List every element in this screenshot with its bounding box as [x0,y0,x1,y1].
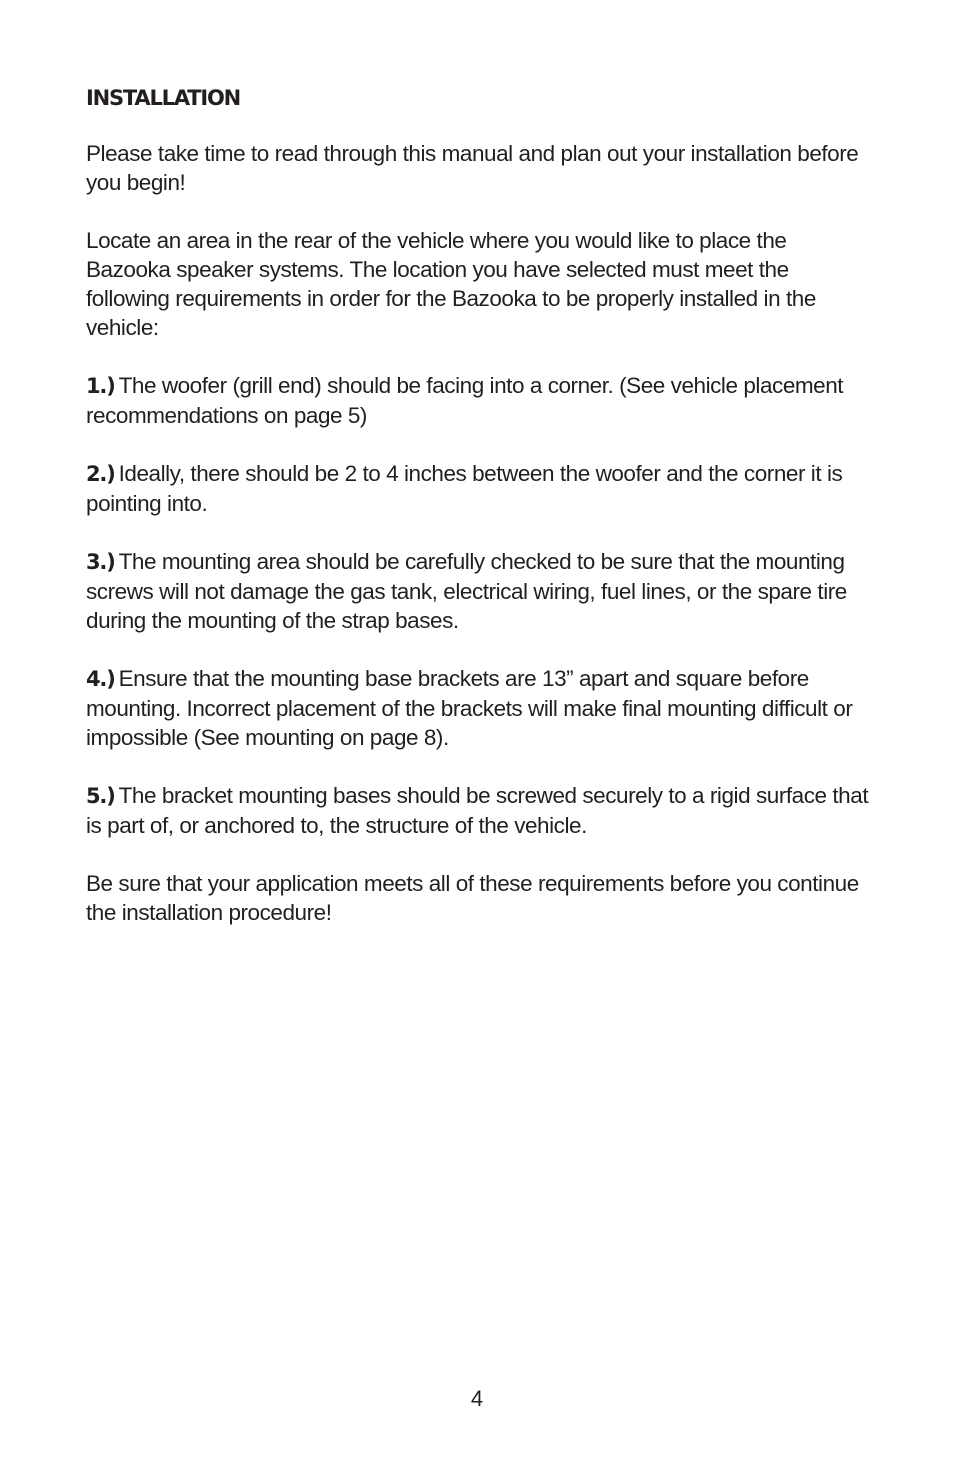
closing-paragraph: Be sure that your application meets all of these requirements before you continue the installation procedure! [86,871,859,925]
requirement-number: 1.) [86,374,115,398]
requirement-item-3 [86,547,876,635]
intro-paragraph: Please take time to read through this manual and plan out your installation before you begin! [86,141,859,195]
requirement-item-2 [86,459,876,518]
page-number: 4 [470,1386,484,1411]
manual-page [86,84,876,956]
requirement-text: The bracket mounting bases should be screwed securely to a rigid surface that is part of, or anchored to, the structure of the vehicle. [86,783,869,838]
requirement-item-1 [86,371,876,430]
requirement-text: The woofer (grill end) should be facing into a corner. (See vehicle placement recommendations on page 5) [86,373,844,428]
requirement-text: Ideally, there should be 2 to 4 inches between the woofer and the corner it is pointing into. [86,461,843,516]
requirement-text: Ensure that the mounting base brackets are 13” apart and square before mounting. Incorrect placement of the brackets will make final mounting difficult or impossible (See mounting on page 8). [86,666,853,750]
section-heading: INSTALLATION [86,86,241,110]
locate-paragraph: Locate an area in the rear of the vehicle where you would like to place the Bazooka speaker systems. The location you have selected must meet the following requirements in order for the Bazooka to be properly installed in the vehicle: [86,228,816,340]
requirement-item-5 [86,781,876,840]
requirement-item-4 [86,664,876,752]
requirement-number: 4.) [86,667,115,691]
requirement-number: 5.) [86,784,115,808]
requirement-number: 3.) [86,550,115,574]
requirement-text: The mounting area should be carefully checked to be sure that the mounting screws will not damage the gas tank, electrical wiring, fuel lines, or the spare tire during the mounting of the strap bases. [86,549,847,633]
requirement-number: 2.) [86,462,115,486]
